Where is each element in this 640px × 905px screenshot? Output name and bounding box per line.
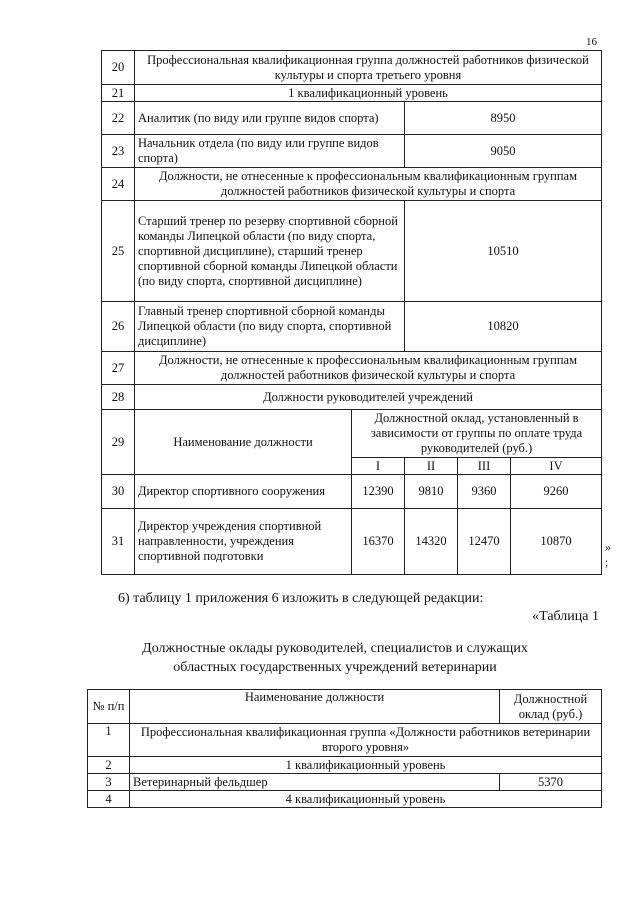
row-number: 20 [102, 51, 135, 85]
row-number: 1 [88, 724, 130, 757]
row-number: 25 [102, 201, 135, 302]
table-header-row [88, 690, 602, 724]
table-row [102, 135, 602, 168]
row-number: 3 [88, 774, 130, 791]
table-title-line-2: областных государственных учреждений ветеринарии [173, 660, 497, 675]
amendment-paragraph: 6) таблицу 1 приложения 6 изложить в следующей редакции: [118, 591, 484, 606]
column-header-position: Наименование должности [135, 410, 352, 475]
table-row [102, 85, 602, 102]
table-row [102, 51, 602, 85]
position-name: Директор спортивного сооружения [135, 475, 352, 509]
row-number: 30 [102, 475, 135, 509]
column-header-number: № п/п [88, 690, 130, 724]
level-heading: 1 квалификационный уровень [130, 757, 602, 774]
group-heading: Должности руководителей учреждений [135, 385, 602, 410]
row-number: 28 [102, 385, 135, 410]
row-number: 29 [102, 410, 135, 475]
column-header-salary: Должностной оклад, установленный в зависимости от группы по оплате труда руководителей (руб.) [352, 410, 602, 458]
table-title [100, 639, 570, 677]
column-header-salary: Должностной оклад (руб.) [500, 690, 602, 724]
salary-group-iv: 10870 [511, 509, 602, 575]
group-heading: Профессиональная квалификационная группа должностей работников физической культуры и спорта третьего уровня [135, 51, 602, 85]
table-row [88, 774, 602, 791]
salary-value: 8950 [405, 102, 602, 135]
salary-group-iv: 9260 [511, 475, 602, 509]
row-number: 23 [102, 135, 135, 168]
row-number: 2 [88, 757, 130, 774]
closing-semicolon: ; [605, 555, 609, 569]
table-row [102, 168, 602, 201]
row-number: 4 [88, 791, 130, 808]
salary-table-veterinary [87, 689, 602, 808]
table-row [102, 302, 602, 352]
row-number: 21 [102, 85, 135, 102]
table-row [102, 352, 602, 385]
position-name: Главный тренер спортивной сборной команды Липецкой области (по виду спорта, спортивной дисциплине) [135, 302, 405, 352]
level-heading: 1 квалификационный уровень [135, 85, 602, 102]
salary-group-iii: 12470 [458, 509, 511, 575]
group-header-iii: III [458, 458, 511, 475]
salary-value: 10820 [405, 302, 602, 352]
salary-table-sports [101, 50, 602, 575]
group-header-iv: IV [511, 458, 602, 475]
group-heading: Профессиональная квалификационная группа «Должности работников ветеринарии второго уровня» [130, 724, 602, 757]
position-name: Директор учреждения спортивной направленности, учреждения спортивной подготовки [135, 509, 352, 575]
table-row [102, 410, 602, 458]
table-row [102, 201, 602, 302]
salary-group-ii: 14320 [405, 509, 458, 575]
table-row [102, 102, 602, 135]
table-row [102, 475, 602, 509]
position-name: Ветеринарный фельдшер [130, 774, 500, 791]
group-header-i: I [352, 458, 405, 475]
column-header-position: Наименование должности [130, 690, 500, 724]
salary-group-iii: 9360 [458, 475, 511, 509]
salary-value: 5370 [500, 774, 602, 791]
row-number: 27 [102, 352, 135, 385]
table-row [88, 791, 602, 808]
group-header-ii: II [405, 458, 458, 475]
page-number: 16 [586, 36, 597, 48]
position-name: Начальник отдела (по виду или группе видов спорта) [135, 135, 405, 168]
table-label: «Таблица 1 [532, 609, 599, 624]
row-number: 24 [102, 168, 135, 201]
group-heading: Должности, не отнесенные к профессиональным квалификационным группам должностей работников физической культуры и спорта [135, 352, 602, 385]
salary-group-i: 12390 [352, 475, 405, 509]
table-row [102, 385, 602, 410]
salary-value: 10510 [405, 201, 602, 302]
table-row [88, 757, 602, 774]
salary-group-ii: 9810 [405, 475, 458, 509]
group-heading: Должности, не отнесенные к профессиональным квалификационным группам должностей работников физической культуры и спорта [135, 168, 602, 201]
table-title-line-1: Должностные оклады руководителей, специалистов и служащих [142, 641, 528, 656]
row-number: 26 [102, 302, 135, 352]
row-number: 31 [102, 509, 135, 575]
position-name: Старший тренер по резерву спортивной сборной команды Липецкой области (по виду спорта, спортивной дисциплине), старший тренер спортивной сборной команды Липецкой области (по виду спорта, спортивной дисциплине) [135, 201, 405, 302]
row-number: 22 [102, 102, 135, 135]
table-row [88, 724, 602, 757]
salary-value: 9050 [405, 135, 602, 168]
salary-group-i: 16370 [352, 509, 405, 575]
position-name: Аналитик (по виду или группе видов спорта) [135, 102, 405, 135]
closing-quote: » [605, 540, 611, 554]
table-row [102, 509, 602, 575]
level-heading: 4 квалификационный уровень [130, 791, 602, 808]
